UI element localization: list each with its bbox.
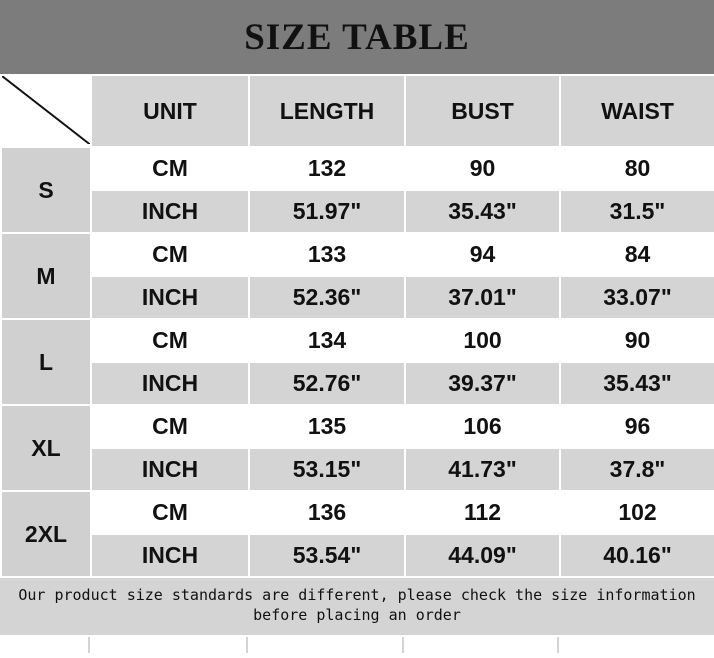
cell-bust: 90 — [405, 147, 560, 190]
bottom-strip — [0, 635, 714, 653]
column-header-waist: WAIST — [560, 75, 714, 147]
title-band — [0, 0, 714, 74]
size-note — [0, 578, 714, 635]
cell-waist: 84 — [560, 233, 714, 276]
table-row — [1, 491, 714, 534]
diagonal-divider-icon — [2, 76, 90, 144]
bottom-strip-segment — [0, 637, 90, 653]
cell-length: 136 — [249, 491, 405, 534]
table-header-row — [1, 75, 714, 147]
bottom-strip-segment — [404, 637, 559, 653]
table-row — [1, 534, 714, 577]
bottom-strip-segment — [248, 637, 404, 653]
cell-length: 51.97" — [249, 190, 405, 233]
unit-label: CM — [91, 405, 249, 448]
cell-length: 132 — [249, 147, 405, 190]
cell-length: 133 — [249, 233, 405, 276]
cell-bust: 106 — [405, 405, 560, 448]
size-label: S — [1, 147, 91, 233]
size-label: XL — [1, 405, 91, 491]
unit-label: INCH — [91, 190, 249, 233]
unit-label: CM — [91, 147, 249, 190]
cell-bust: 44.09" — [405, 534, 560, 577]
cell-bust: 112 — [405, 491, 560, 534]
cell-bust: 39.37" — [405, 362, 560, 405]
unit-label: INCH — [91, 362, 249, 405]
cell-waist: 102 — [560, 491, 714, 534]
page-title: SIZE TABLE — [244, 16, 470, 58]
unit-label: INCH — [91, 448, 249, 491]
cell-waist: 31.5" — [560, 190, 714, 233]
cell-waist: 96 — [560, 405, 714, 448]
cell-length: 53.54" — [249, 534, 405, 577]
unit-label: CM — [91, 491, 249, 534]
size-label: M — [1, 233, 91, 319]
size-label: L — [1, 319, 91, 405]
size-table — [0, 74, 714, 578]
table-row — [1, 448, 714, 491]
cell-length: 52.36" — [249, 276, 405, 319]
table-row — [1, 233, 714, 276]
column-header-bust: BUST — [405, 75, 560, 147]
table-row — [1, 362, 714, 405]
column-header-length: LENGTH — [249, 75, 405, 147]
unit-label: CM — [91, 233, 249, 276]
column-header-unit: UNIT — [91, 75, 249, 147]
cell-bust: 94 — [405, 233, 560, 276]
cell-length: 52.76" — [249, 362, 405, 405]
cell-bust: 35.43" — [405, 190, 560, 233]
bottom-strip-segment — [90, 637, 248, 653]
cell-waist: 90 — [560, 319, 714, 362]
unit-label: INCH — [91, 534, 249, 577]
cell-bust: 41.73" — [405, 448, 560, 491]
size-note-line-1: Our product size standards are different, please check the size information — [18, 586, 696, 604]
table-row — [1, 405, 714, 448]
table-row — [1, 190, 714, 233]
cell-waist: 35.43" — [560, 362, 714, 405]
unit-label: CM — [91, 319, 249, 362]
unit-label: INCH — [91, 276, 249, 319]
cell-waist: 37.8" — [560, 448, 714, 491]
cell-waist: 33.07" — [560, 276, 714, 319]
cell-length: 135 — [249, 405, 405, 448]
cell-waist: 80 — [560, 147, 714, 190]
table-row — [1, 319, 714, 362]
cell-waist: 40.16" — [560, 534, 714, 577]
table-row — [1, 276, 714, 319]
table-row — [1, 147, 714, 190]
cell-bust: 37.01" — [405, 276, 560, 319]
cell-bust: 100 — [405, 319, 560, 362]
size-label: 2XL — [1, 491, 91, 577]
cell-length: 53.15" — [249, 448, 405, 491]
bottom-strip-segment — [559, 637, 712, 653]
corner-diagonal-cell — [1, 75, 91, 147]
cell-length: 134 — [249, 319, 405, 362]
size-note-line-2: before placing an order — [253, 606, 461, 625]
